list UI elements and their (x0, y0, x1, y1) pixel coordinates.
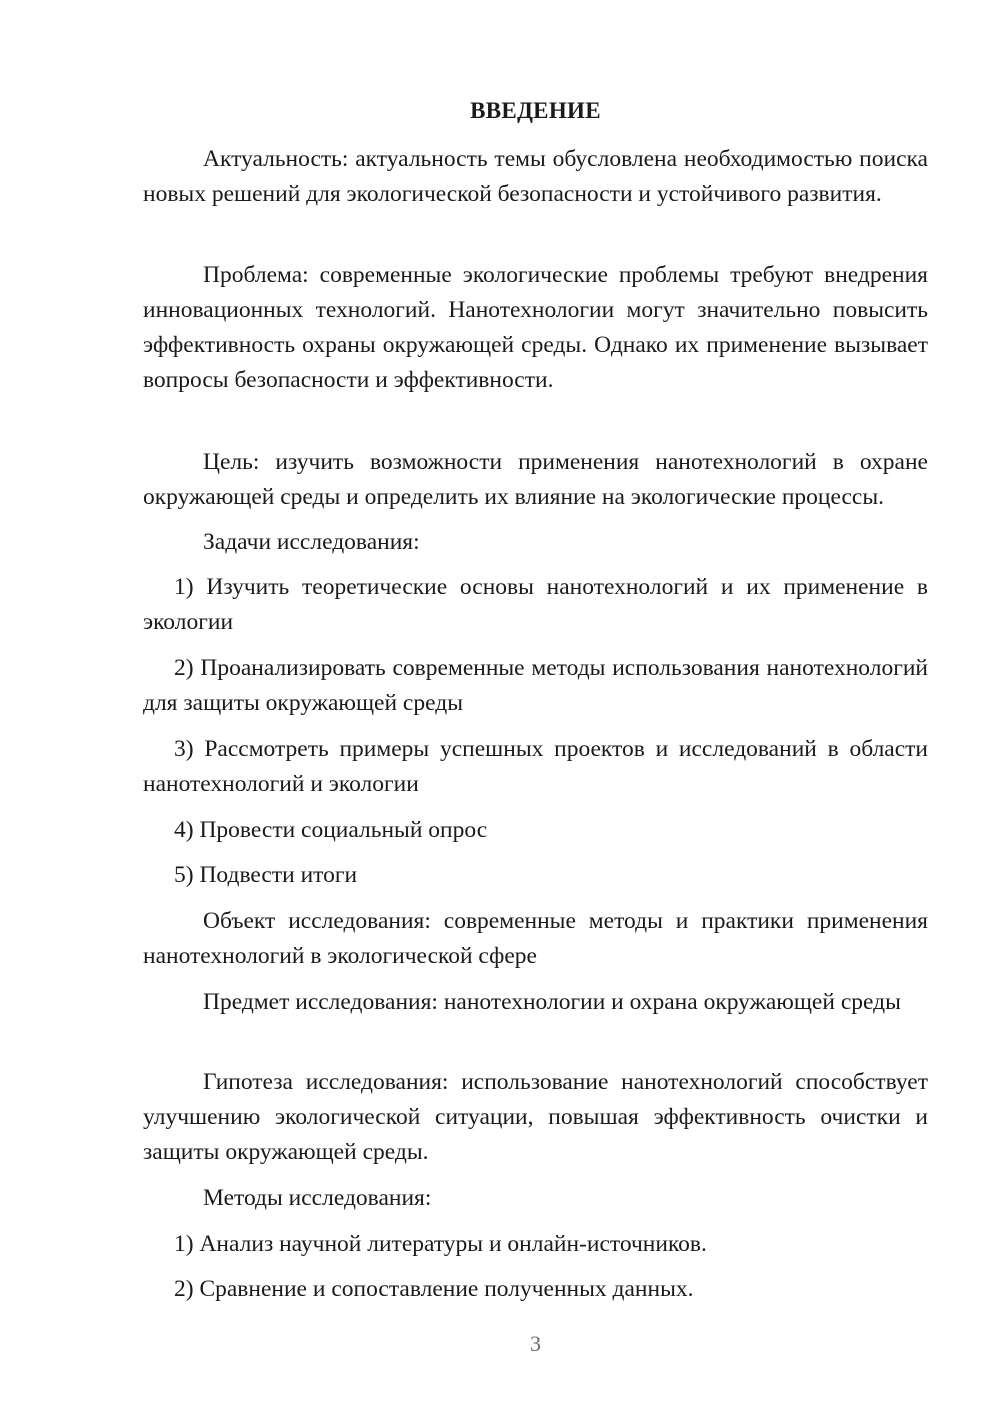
paragraph-goal: Цель: изучить возможности применения нанотехнологий в охране окружающей среды и определить их влияние на экологические процессы. (143, 449, 928, 510)
section-heading: ВВЕДЕНИЕ (470, 98, 601, 123)
document-page (143, 0, 928, 1414)
paragraph-relevance: Актуальность: актуальность темы обусловлена необходимостью поиска новых решений для экологической безопасности и устойчивого развития. (143, 146, 928, 207)
paragraph-subject: Предмет исследования: нанотехнологии и охрана окружающей среды (203, 989, 901, 1015)
list-item-method-1: 1) Анализ научной литературы и онлайн-источников. (174, 1231, 707, 1257)
page-number: 3 (530, 1331, 541, 1356)
paragraph-object: Объект исследования: современные методы и практики применения нанотехнологий в экологической сфере (143, 908, 928, 969)
list-item-task-5: 5) Подвести итоги (174, 862, 358, 888)
paragraph-problem: Проблема: современные экологические проблемы требуют внедрения инновационных технологий. Нанотехнологии могут значительно повысить эффективность охраны окружающей среды. Однако их применение вызывает вопросы безопасности и эффективности. (143, 262, 928, 393)
list-item-task-3: 3) Рассмотреть примеры успешных проектов и исследований в области нанотехнологий и экологии (143, 736, 928, 797)
paragraph-tasks-heading: Задачи исследования: (203, 529, 420, 555)
list-item-task-4: 4) Провести социальный опрос (174, 817, 488, 843)
paragraph-methods-heading: Методы исследования: (203, 1185, 432, 1211)
list-item-task-1: 1) Изучить теоретические основы нанотехнологий и их применение в экологии (143, 574, 928, 635)
paragraph-hypothesis: Гипотеза исследования: использование нанотехнологий способствует улучшению экологической ситуации, повышая эффективность очистки и защиты окружающей среды. (143, 1069, 928, 1165)
list-item-task-2: 2) Проанализировать современные методы использования нанотехнологий для защиты окружающей среды (143, 655, 928, 716)
list-item-method-2: 2) Сравнение и сопоставление полученных данных. (174, 1276, 694, 1302)
